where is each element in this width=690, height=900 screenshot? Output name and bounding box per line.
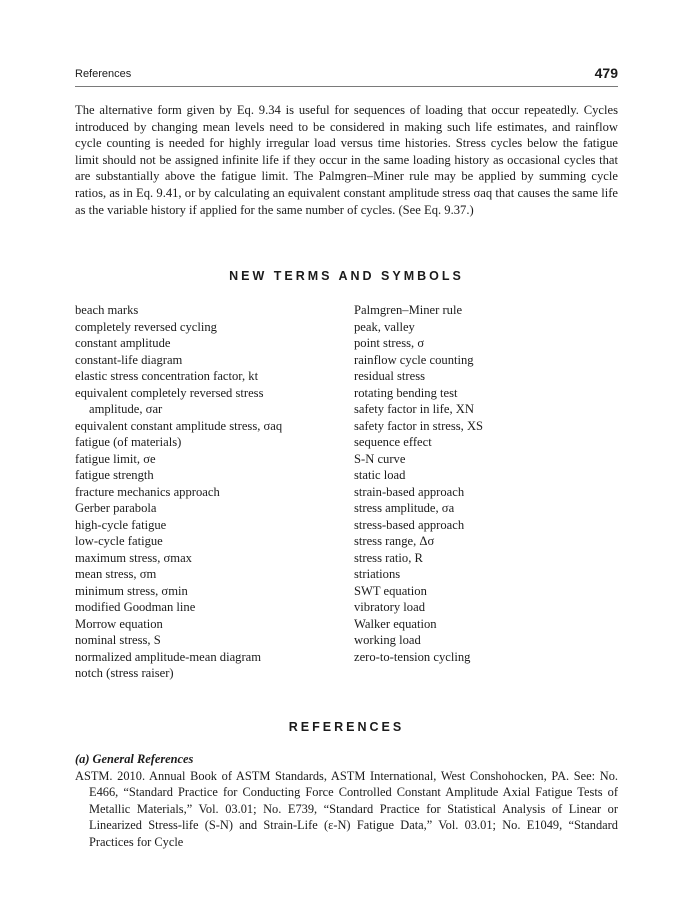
term-item: modified Goodman line — [75, 600, 196, 614]
term-item: striations — [354, 567, 401, 581]
term-item: safety factor in life, XN — [354, 402, 474, 416]
term-item: point stress, σ — [354, 336, 425, 350]
term-item: elastic stress concentration factor, kt — [75, 369, 259, 383]
term-item: Palmgren–Miner rule — [354, 303, 463, 317]
term-item: fracture mechanics approach — [75, 484, 220, 499]
reference-entry: ASTM. 2010. Annual Book of ASTM Standards, ASTM International, West Conshohocken, PA. See: No. E466, “Standard Practice for Conducting Force Controlled Constant Amplitude Axial Fatigue Tests of Metallic Materials,” Vol. 03.01; No. E739, “Standard Practice for Statistical Analysis of Linear or Linearized Stress-life (S-N) and Strain-Life (ε-N) Fatigue Data,” Vol. 03.01; No. E1049, “Standard Practices for Cycle — [75, 768, 618, 849]
term-item: equivalent constant amplitude stress, σaq — [75, 418, 283, 433]
terms-list-left — [75, 302, 345, 682]
term-item: sequence effect — [354, 435, 432, 449]
term-item: Walker equation — [354, 616, 437, 631]
term-item: stress ratio, R — [354, 550, 423, 565]
term-item: nominal stress, S — [75, 633, 161, 647]
new-terms-heading: NEW TERMS AND SYMBOLS — [229, 269, 464, 283]
term-item: rotating bending test — [354, 385, 458, 400]
term-item: normalized amplitude-mean diagram — [75, 649, 262, 664]
term-item: strain-based approach — [354, 484, 465, 499]
term-item: constant-life diagram — [75, 352, 183, 367]
term-item: fatigue (of materials) — [75, 435, 182, 449]
term-item: low-cycle fatigue — [75, 534, 163, 548]
term-item: beach marks — [75, 303, 139, 317]
term-item: fatigue limit, σe — [75, 451, 156, 466]
term-item: residual stress — [354, 369, 425, 383]
term-item: minimum stress, σmin — [75, 583, 188, 598]
term-item: notch (stress raiser) — [75, 666, 174, 680]
term-item: working load — [354, 633, 421, 647]
references-heading: REFERENCES — [288, 720, 405, 734]
term-item-continuation: amplitude, σar — [89, 402, 163, 416]
term-item: rainflow cycle counting — [354, 352, 474, 367]
term-item: stress amplitude, σa — [354, 501, 455, 515]
references-block — [75, 751, 618, 850]
term-item: constant amplitude — [75, 336, 171, 350]
running-head-section-title: References — [75, 68, 132, 80]
running-head — [75, 64, 618, 87]
term-item: stress range, Δσ — [354, 534, 435, 548]
term-item: S-N curve — [354, 451, 406, 466]
page-number: 479 — [594, 65, 618, 81]
term-item: Morrow equation — [75, 616, 163, 631]
term-item: vibratory load — [354, 600, 425, 614]
term-item: stress-based approach — [354, 517, 465, 532]
term-item: SWT equation — [354, 583, 427, 598]
terms-list-right — [354, 302, 618, 665]
body-text — [75, 102, 618, 218]
term-item: static load — [354, 468, 406, 482]
term-item: mean stress, σm — [75, 567, 157, 581]
intro-paragraph: The alternative form given by Eq. 9.34 is useful for sequences of loading that occur repeatedly. Cycles introduced by changing mean levels need to be considered in making such life estimates, and rainflow cycle counting is needed for highly irregular load versus time histories. Stress cycles below the fatigue limit should not be assigned infinite life if they occur in the same loading history as occasional cycles that are substantially above the fatigue limit. The Palmgren–Miner rule may be applied by summing cycle ratios, as in Eq. 9.41, or by calculating an equivalent constant amplitude stress σaq that causes the same life as the variable history if applied for the same number of cycles. (See Eq. 9.37.) — [75, 103, 618, 217]
term-item: peak, valley — [354, 319, 415, 334]
references-subheading: (a) General References — [75, 752, 194, 766]
term-item: equivalent completely reversed stress — [75, 385, 264, 400]
term-item: zero-to-tension cycling — [354, 649, 471, 664]
term-item: safety factor in stress, XS — [354, 418, 484, 433]
term-item: high-cycle fatigue — [75, 517, 167, 532]
term-item: completely reversed cycling — [75, 319, 217, 334]
term-item: Gerber parabola — [75, 501, 157, 515]
term-item: fatigue strength — [75, 468, 154, 482]
term-item: maximum stress, σmax — [75, 550, 192, 565]
